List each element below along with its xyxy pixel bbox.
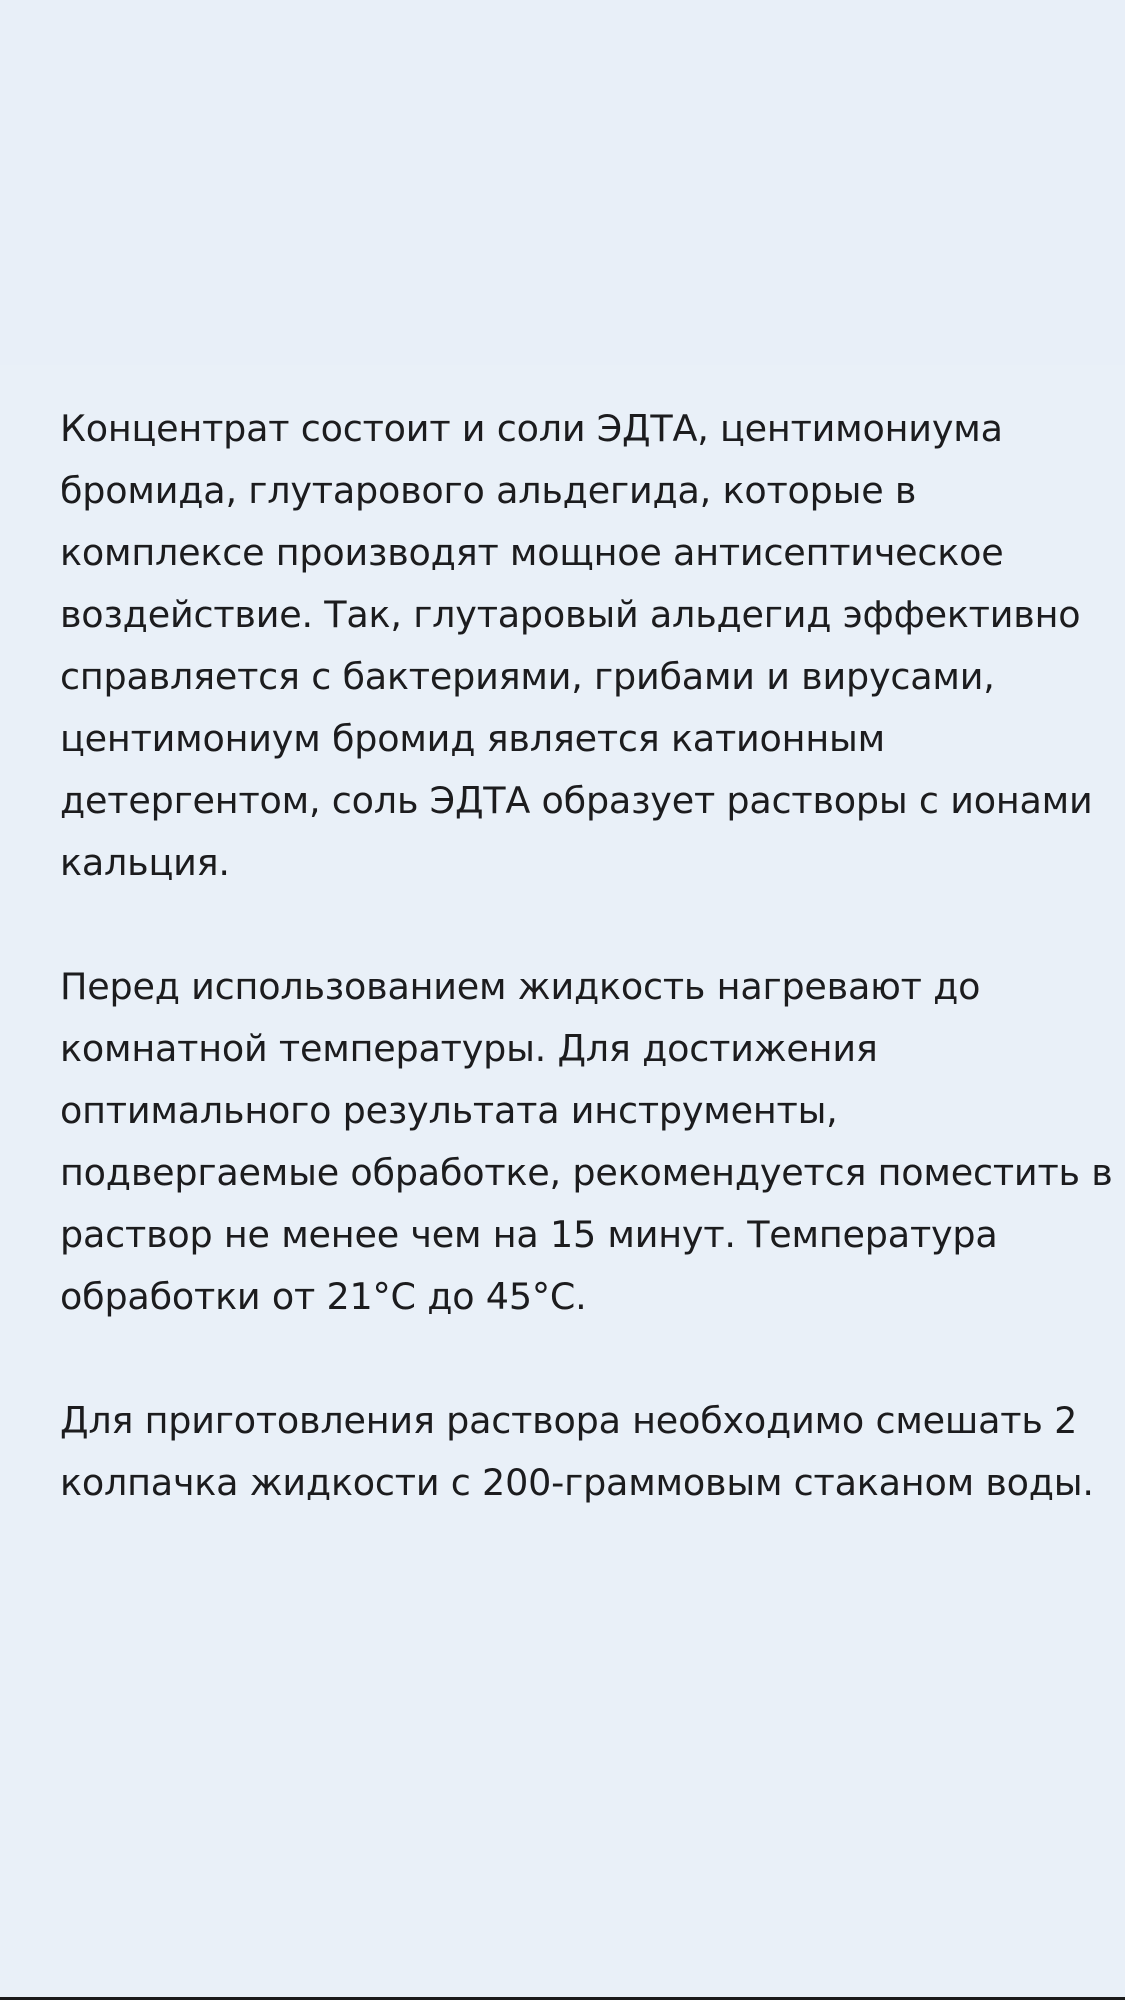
paragraph-composition: [60, 398, 1093, 894]
text-line: раствор не менее чем на 15 минут. Температура: [60, 1213, 998, 1256]
text-line: подвергаемые обработке, рекомендуется поместить в: [60, 1151, 1113, 1194]
text-line: бромида, глутарового альдегида, которые в: [60, 469, 917, 512]
text-line: обработки от 21°С до 45°С.: [60, 1275, 587, 1318]
text-line: комнатной температуры. Для достижения: [60, 1027, 878, 1070]
text-line: Концентрат состоит и соли ЭДТА, центимониума: [60, 407, 1003, 450]
header-background: [0, 0, 1125, 365]
text-line: оптимального результата инструменты,: [60, 1089, 838, 1132]
article-body: [60, 398, 1113, 1514]
text-line: кальция.: [60, 841, 230, 884]
text-line: Для приготовления раствора необходимо смешать 2: [60, 1399, 1078, 1442]
text-line: справляется с бактериями, грибами и вирусами,: [60, 655, 995, 698]
text-line: Перед использованием жидкость нагревают до: [60, 965, 981, 1008]
text-line: колпачка жидкости с 200-граммовым стаканом воды.: [60, 1461, 1094, 1504]
text-line: центимониум бромид является катионным: [60, 717, 885, 760]
text-line: детергентом, соль ЭДТА образует растворы с ионами: [60, 779, 1093, 822]
paragraph-spacer: [60, 894, 1080, 956]
paragraph-preparation: [60, 1390, 1094, 1514]
text-line: воздействие. Так, глутаровый альдегид эффективно: [60, 593, 1081, 636]
text-line: комплексе производят мощное антисептическое: [60, 531, 1004, 574]
paragraph-spacer: [60, 1328, 1080, 1390]
paragraph-usage: [60, 956, 1113, 1328]
